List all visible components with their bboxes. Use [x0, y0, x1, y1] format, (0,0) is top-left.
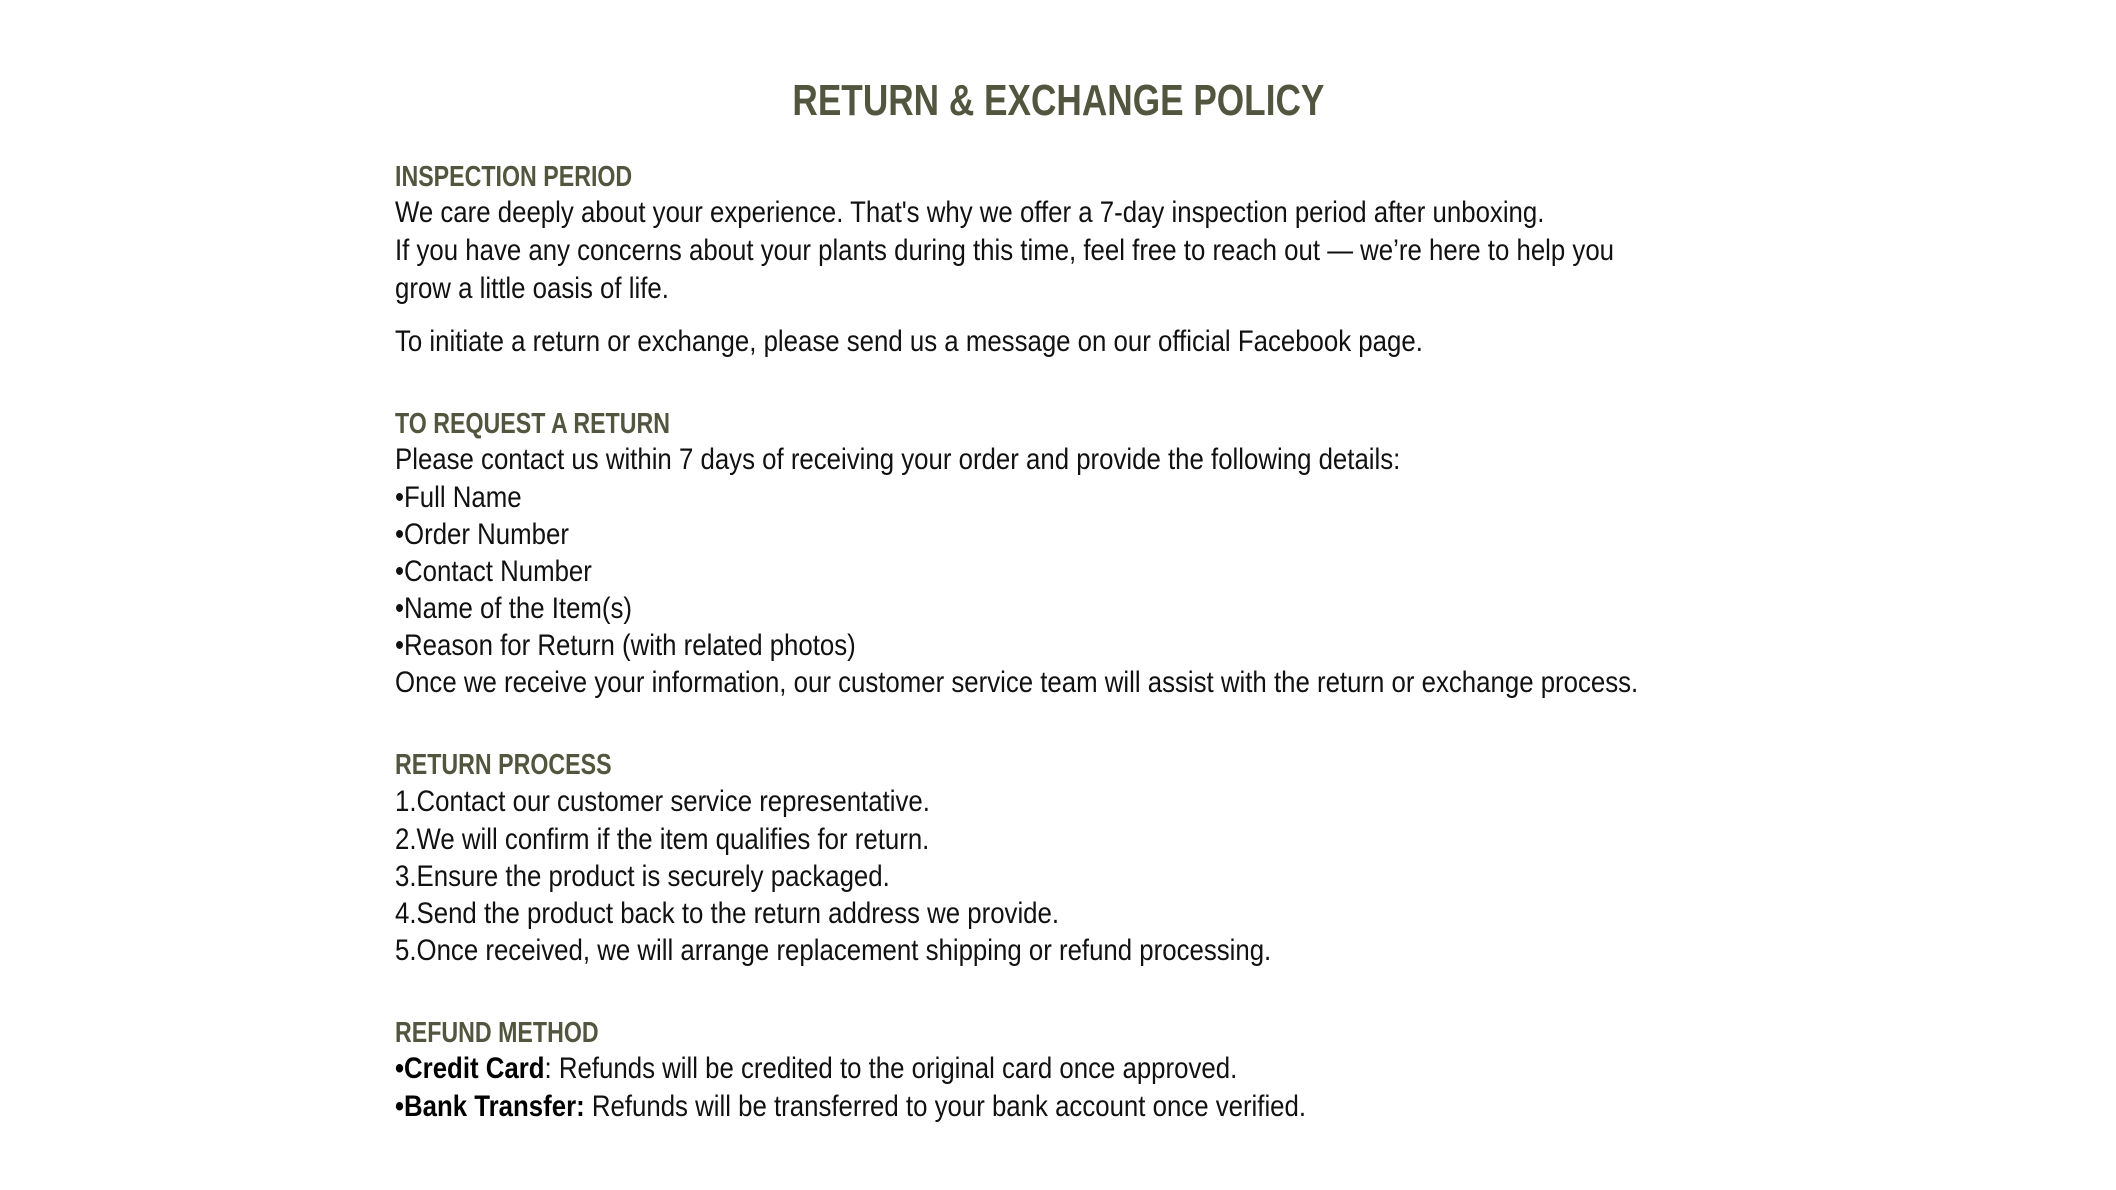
method-label: •Credit Card	[395, 1052, 545, 1085]
list-item: •Full Name	[395, 481, 522, 514]
refund-method-credit-card	[395, 1051, 1237, 1087]
list-item: •Contact Number	[395, 555, 592, 588]
list-item: 5.Once received, we will arrange replacement shipping or refund processing.	[395, 934, 1272, 967]
list-item: •Reason for Return (with related photos)	[395, 629, 856, 662]
list-item: •Order Number	[395, 518, 569, 551]
paragraph-line: To initiate a return or exchange, please send us a message on our official Facebook page.	[395, 325, 1423, 358]
page-title: RETURN & EXCHANGE POLICY	[792, 76, 1325, 125]
paragraph-line: grow a little oasis of life.	[395, 272, 669, 305]
list-item: 1.Contact our customer service representative.	[395, 785, 930, 818]
section-heading-refund: REFUND METHOD	[395, 1017, 599, 1049]
list-item: 3.Ensure the product is securely packaged.	[395, 860, 890, 893]
method-label: •Bank Transfer:	[395, 1090, 585, 1123]
method-text: Refunds will be transferred to your bank account once verified.	[584, 1090, 1307, 1123]
list-item: 2.We will confirm if the item qualifies for return.	[395, 823, 930, 856]
list-item: •Name of the Item(s)	[395, 592, 633, 625]
refund-method-bank-transfer	[395, 1089, 1306, 1125]
paragraph-line: If you have any concerns about your plants during this time, feel free to reach out — we’re here to help you	[395, 234, 1615, 267]
list-item: 4.Send the product back to the return address we provide.	[395, 897, 1060, 930]
paragraph-line: Please contact us within 7 days of receiving your order and provide the following details:	[395, 443, 1401, 476]
section-heading-process: RETURN PROCESS	[395, 749, 612, 781]
section-heading-request: TO REQUEST A RETURN	[395, 408, 670, 440]
section-heading-inspection: INSPECTION PERIOD	[395, 161, 633, 193]
method-text: : Refunds will be credited to the original card once approved.	[544, 1052, 1238, 1085]
paragraph-line: Once we receive your information, our customer service team will assist with the return or exchange process.	[395, 666, 1639, 699]
paragraph-line: We care deeply about your experience. That's why we offer a 7-day inspection period after unboxing.	[395, 196, 1545, 229]
